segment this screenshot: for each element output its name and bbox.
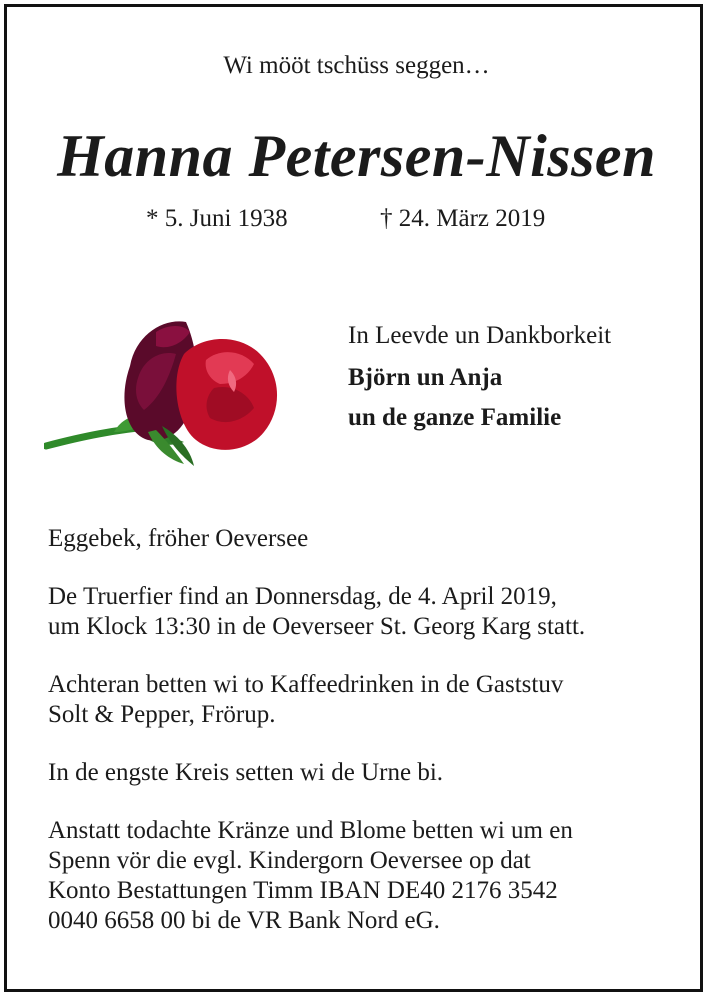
death-date: † 24. März 2019 [380,205,546,232]
intro-line: Wi mööt tschüss seggen… [223,52,490,79]
red-rose-icon [44,314,284,484]
mourner-names: Björn un Anja [348,364,503,391]
donation-paragraph [48,816,668,936]
deceased-name: Hanna Petersen-Nissen [57,123,656,189]
thanks-line: In Leevde un Dankborkeit [348,322,612,349]
residence-line: Eggebek, fröher Oeversee [48,525,309,552]
service-line: um Klock 13:30 in de Oeverseer St. Georg Karg statt. [48,613,586,640]
service-paragraph [48,582,668,642]
coffee-line: Solt & Pepper, Frörup. [48,701,276,728]
donation-line: Konto Bestattungen Timm IBAN DE40 2176 3542 [48,877,558,904]
mourner-family: un de ganze Familie [348,404,562,431]
urn-paragraph: In de engste Kreis setten wi de Urne bi. [48,759,444,786]
service-line: De Truerfier find an Donnersdag, de 4. April 2019, [48,583,557,610]
donation-line: 0040 6658 00 bi de VR Bank Nord eG. [48,907,440,934]
coffee-paragraph [48,670,668,730]
birth-date: * 5. Juni 1938 [146,205,288,232]
coffee-line: Achteran betten wi to Kaffeedrinken in de Gaststuv [48,671,564,698]
donation-line: Anstatt todachte Kränze und Blome betten wi um en [48,817,573,844]
donation-line: Spenn vör die evgl. Kindergorn Oeversee op dat [48,847,531,874]
